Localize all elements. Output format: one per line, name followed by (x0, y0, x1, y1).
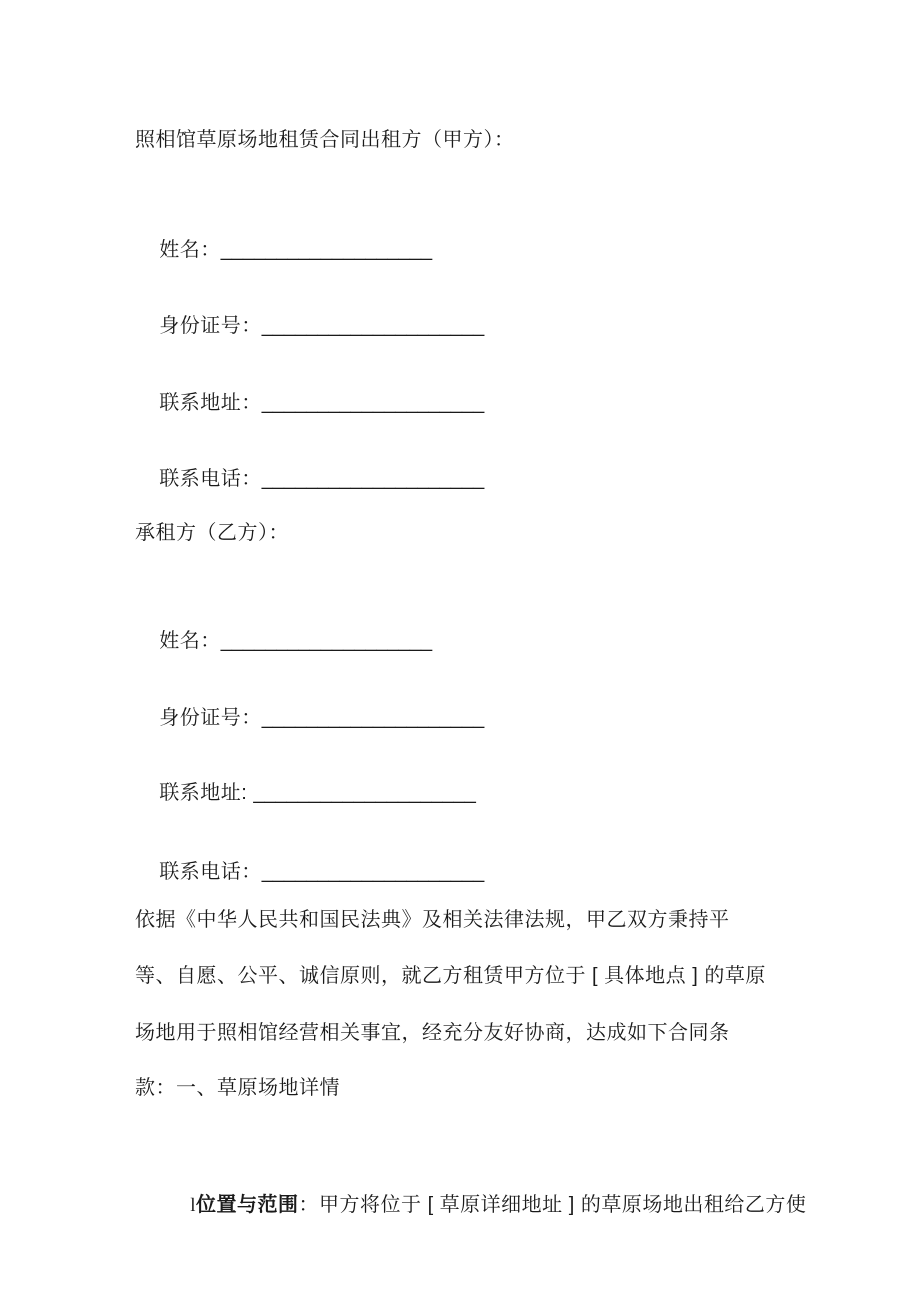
clause-1-line (166, 1163, 806, 1248)
party-a-name-blank-line: ___________________ (220, 239, 433, 261)
party-b-address-row (135, 751, 476, 835)
party-b-address-blank-line: ____________________ (253, 782, 476, 804)
party-b-phone-row (135, 830, 484, 914)
party-b-name-blank-line: ___________________ (220, 630, 433, 652)
party-a-address-row (135, 361, 484, 445)
clause-1-text: ：甲方将位于 [ 草原详细地址 ] 的草原场地出租给乙方使 (298, 1194, 807, 1216)
party-b-id-row (135, 676, 484, 760)
party-a-phone-blank-line: ____________________ (261, 468, 485, 490)
party-b-id-label: 身份证号： (159, 707, 262, 729)
party-a-id-blank-line: ____________________ (261, 315, 485, 337)
party-b-name-label: 姓名： (159, 630, 221, 652)
contract-title: 照相馆草原场地租赁合同出租方（甲方）： (135, 129, 515, 151)
clause-1-marker: l (190, 1195, 197, 1216)
preamble-line-4: 款：一、草原场地详情 (135, 1077, 340, 1099)
preamble-line-2: 等、自愿、公平、诚信原则，就乙方租赁甲方位于 [ 具体地点 ] 的草原 (135, 965, 766, 987)
party-a-phone-label: 联系电话： (159, 468, 262, 490)
party-a-phone-row (135, 437, 484, 521)
party-b-phone-label: 联系电话： (159, 861, 262, 883)
party-b-name-row (135, 599, 432, 683)
party-b-phone-blank-line: ____________________ (261, 861, 485, 883)
preamble-line-1: 依据《中华人民共和国民法典》及相关法律法规，甲乙双方秉持平 (135, 909, 730, 931)
party-b-address-label: 联系地址: (159, 782, 254, 804)
party-b-id-blank-line: ____________________ (261, 707, 485, 729)
party-a-id-label: 身份证号： (159, 315, 262, 337)
party-a-address-label: 联系地址： (159, 392, 262, 414)
party-a-name-label: 姓名： (159, 239, 221, 261)
preamble-line-3: 场地用于照相馆经营相关事宜，经充分友好协商，达成如下合同条 (135, 1022, 730, 1044)
party-a-name-row (135, 208, 432, 292)
party-b-heading: 承租方（乙方）： (135, 522, 289, 544)
party-a-id-row (135, 284, 484, 368)
party-a-address-blank-line: ____________________ (261, 392, 485, 414)
clause-1-term: 位置与范围 (196, 1194, 299, 1216)
